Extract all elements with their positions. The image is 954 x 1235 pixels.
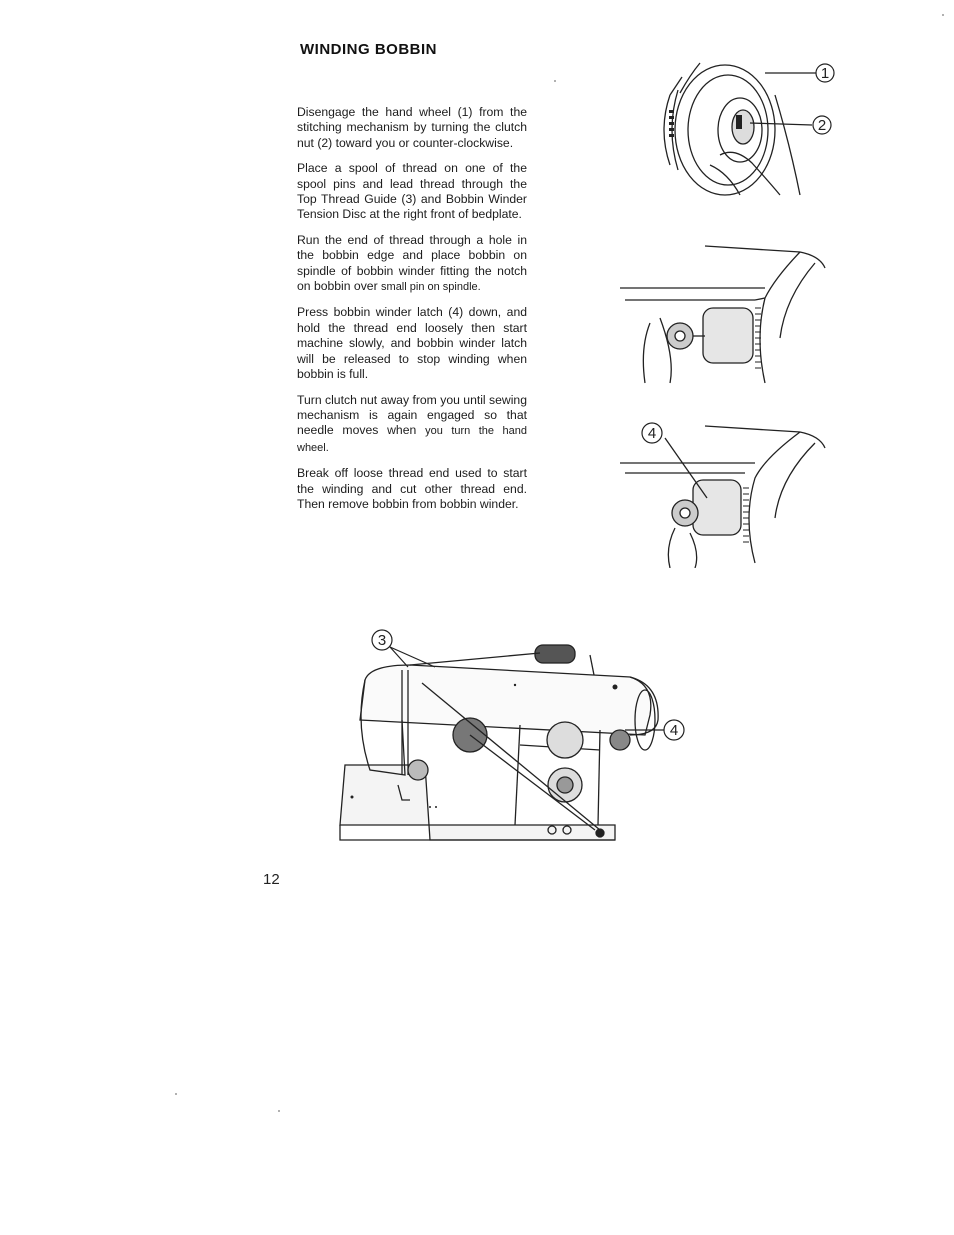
paragraph-run-thread bbox=[297, 233, 527, 296]
scan-speck bbox=[554, 80, 556, 82]
machine-callout-3: 3 bbox=[377, 632, 387, 649]
sewing-machine-illustration bbox=[330, 625, 700, 855]
hand-wheel-illustration bbox=[640, 55, 850, 205]
machine-callout-4: 4 bbox=[669, 722, 679, 739]
callout-4: 4 bbox=[647, 425, 657, 442]
page-title: WINDING BOBBIN bbox=[300, 41, 437, 58]
paragraph-turn-clutch bbox=[297, 393, 527, 457]
paragraph-place-spool bbox=[297, 161, 527, 223]
paragraph-disengage bbox=[297, 105, 527, 151]
scan-speck bbox=[278, 1110, 280, 1112]
callout-2: 2 bbox=[817, 117, 827, 134]
page-number: 12 bbox=[263, 871, 280, 888]
paragraph-small-text: small pin on spindle. bbox=[381, 281, 481, 294]
paragraph-press-latch bbox=[297, 305, 527, 382]
paragraph-small-text: you turn the hand wheel. bbox=[297, 425, 528, 454]
paragraph-text: Place a spool of thread on one of the spool pins and lead thread through the Top Thread Guide (3) and Bobbin Winder Tension Disc at the right front of bedplate. bbox=[297, 161, 527, 222]
bobbin-winder-illustration bbox=[615, 238, 830, 388]
paragraph-text: Disengage the hand wheel (1) from the stitching mechanism by turning the clutch nut (2) toward you or counter-clockwise. bbox=[297, 105, 527, 150]
paragraph-text: Press bobbin winder latch (4) down, and hold the thread end loosely then start machine slowly, and bobbin winder latch will be released to stop winding when bobbin is full. bbox=[297, 305, 527, 382]
bobbin-winder-latch-illustration bbox=[615, 418, 830, 568]
callout-1: 1 bbox=[820, 65, 830, 82]
paragraph-text: Turn clutch nut away from you until sewing mechanism is again engaged so that needle moves when bbox=[297, 392, 527, 438]
scan-speck bbox=[942, 14, 944, 16]
instructions-column bbox=[297, 105, 527, 522]
paragraph-text: Break off loose thread end used to start the winding and cut other thread end. Then remove bobbin from bobbin winder. bbox=[297, 466, 527, 511]
scan-speck bbox=[175, 1093, 177, 1095]
paragraph-text: Run the end of thread through a hole in the bobbin edge and place bobbin on spindle of bobbin winder fitting the notch on bobbin over bbox=[297, 232, 527, 294]
paragraph-break-thread bbox=[297, 466, 527, 512]
